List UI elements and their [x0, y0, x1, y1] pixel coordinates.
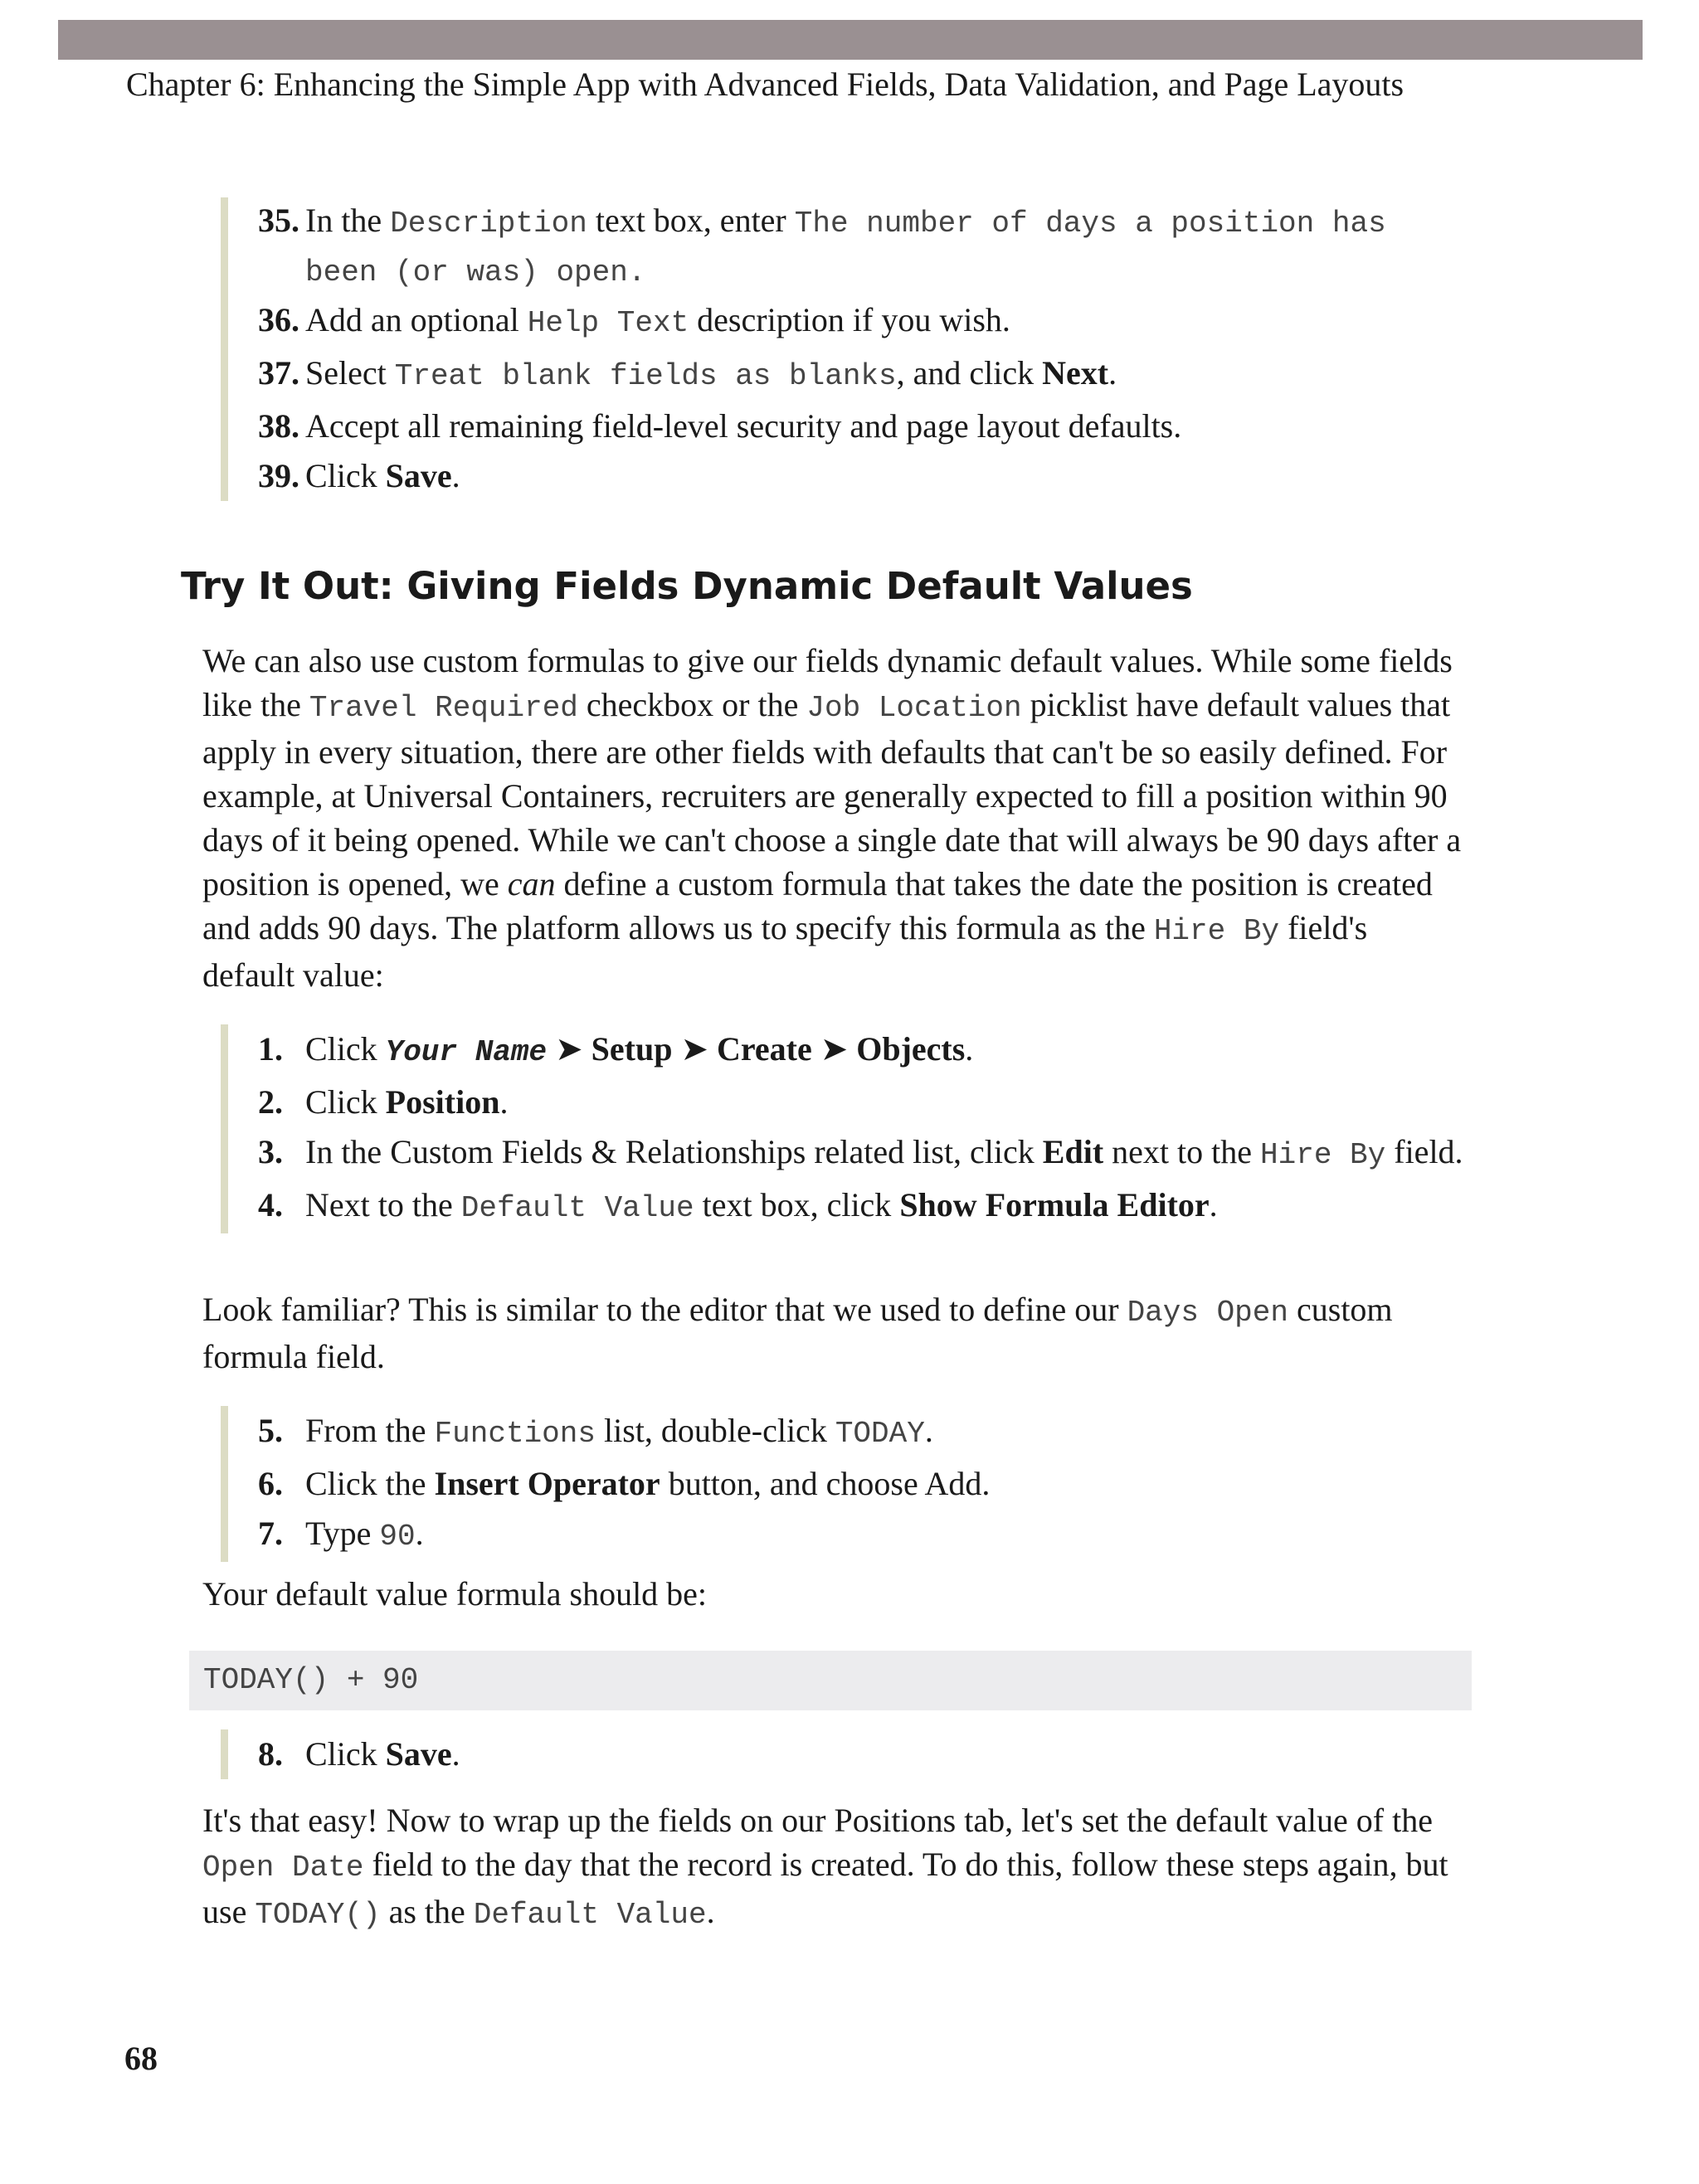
step-4: 4. Next to the Default Value text box, click Show Formula Editor. — [258, 1186, 1218, 1225]
intro-paragraph: We can also use custom formulas to give our fields dynamic default values. While some fields like the Travel Required checkbox or the Job Location picklist have default values that apply in every situation, there are other fields with defaults that can't be so easily defined. For example, at Universal Containers, recruiters are generally expected to fill a position within 90 days of it being opened. While we can't choose a single date that will always be 90 days after a position is opened, we can define a custom formula that takes the date the position is created and adds 90 days. The platform allows us to specify this formula as the Hire By field's default value: — [202, 642, 1462, 994]
step-38: 38. Accept all remaining field-level security and page layout defaults. — [258, 407, 1182, 445]
step-list-3 — [221, 1729, 1419, 1779]
page-number: 68 — [124, 2040, 158, 2077]
step-1: 1. Click Your Name ➤ Setup ➤ Create ➤ Objects. — [258, 1030, 974, 1069]
step-7: 7. Type 90. — [258, 1515, 424, 1554]
step-2: 2. Click Position. — [258, 1083, 509, 1121]
step-list-continued — [221, 197, 1436, 501]
code-text: TODAY() + 90 — [203, 1663, 419, 1697]
step-3: 3. In the Custom Fields & Relationships related list, click Edit next to the Hire By field. — [258, 1133, 1463, 1172]
header-bar — [58, 20, 1643, 60]
code-block — [189, 1651, 1472, 1710]
section-heading: Try It Out: Giving Fields Dynamic Default Values — [181, 564, 1193, 608]
step-35: 35. In the Description text box, enter The number of days a position has been (or was) open. — [258, 202, 1386, 289]
step-39: 39. Click Save. — [258, 457, 460, 494]
step-36: 36. Add an optional Help Text description if you wish. — [258, 301, 1010, 340]
step-6: 6. Click the Insert Operator button, and choose Add. — [258, 1465, 991, 1502]
step-37: 37. Select Treat blank fields as blanks, and click Next. — [258, 354, 1117, 393]
formula-intro-paragraph: Your default value formula should be: — [202, 1575, 708, 1612]
chapter-running-head: Chapter 6: Enhancing the Simple App with Advanced Fields, Data Validation, and Page Layouts — [126, 66, 1404, 103]
step-8: 8. Click Save. — [258, 1735, 460, 1773]
step-list-2 — [221, 1406, 1419, 1562]
step-5: 5. From the Functions list, double-click TODAY. — [258, 1412, 933, 1451]
closing-paragraph: It's that easy! Now to wrap up the fields on our Positions tab, let's set the default value of the Open Date field to the day that the record is created. To do this, follow these steps again, but use TODAY() as the Default Value. — [202, 1802, 1448, 1932]
step-list-1 — [221, 1024, 1477, 1233]
look-familiar-paragraph: Look familiar? This is similar to the editor that we used to define our Days Open custom formula field. — [202, 1291, 1393, 1375]
